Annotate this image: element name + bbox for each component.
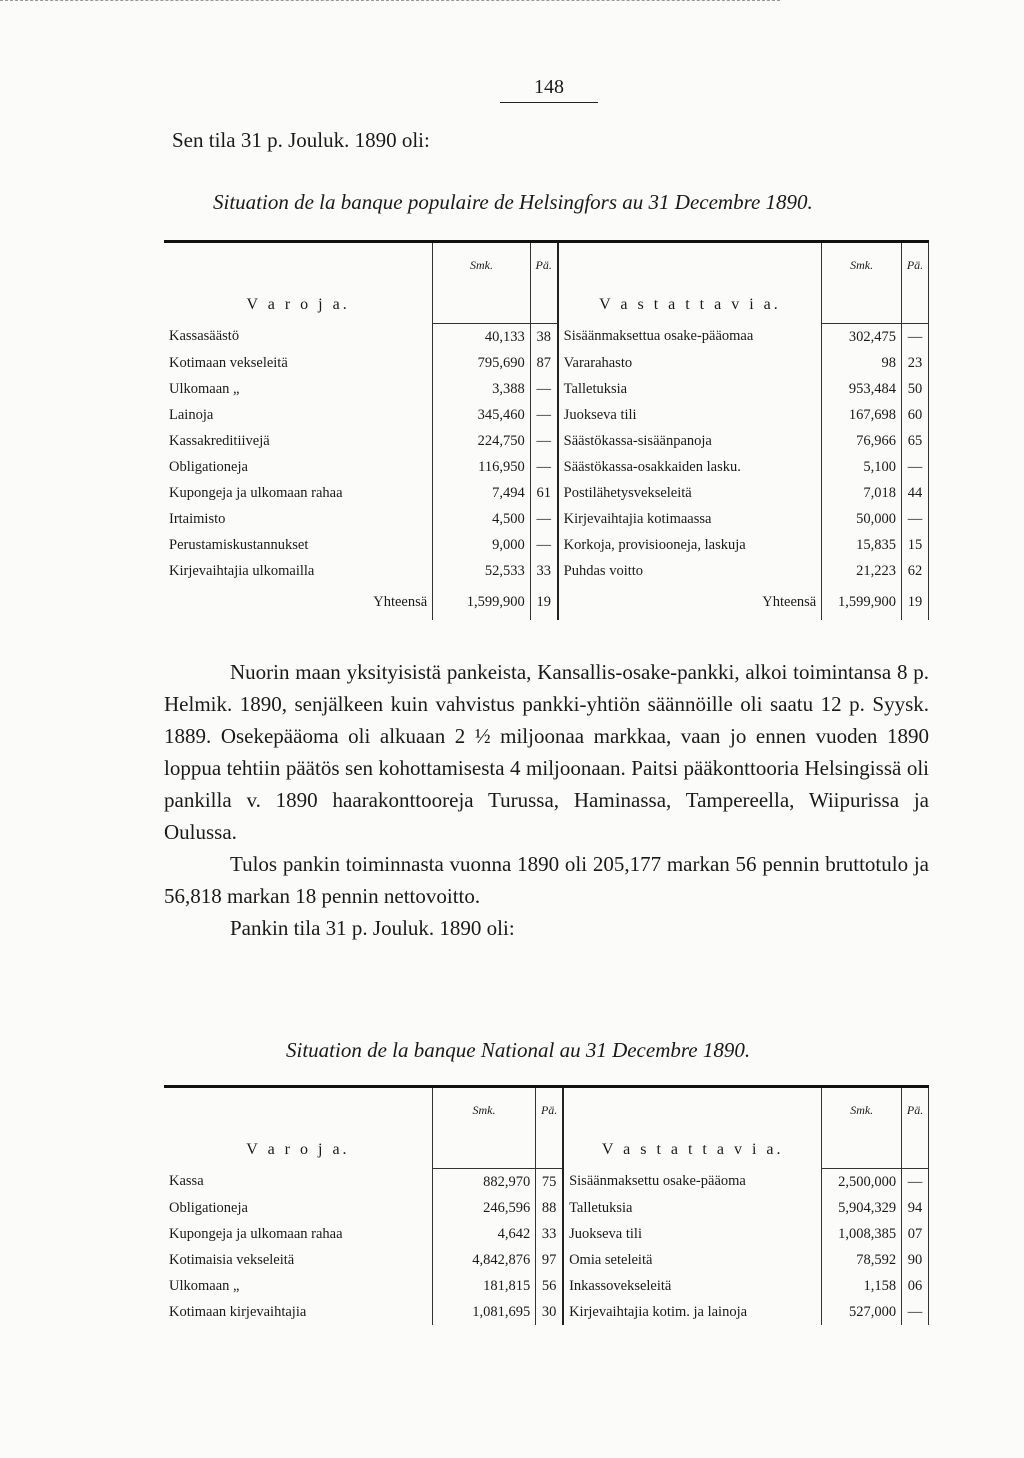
pennies-cell: 56 xyxy=(536,1273,563,1299)
row-label: Kirjevaihtajia kotim. ja lainoja xyxy=(563,1299,822,1325)
assets-header: V a r o j a. xyxy=(246,1141,350,1159)
pennies-cell: — xyxy=(902,454,929,480)
amount-cell: 21,223 xyxy=(822,558,902,584)
amount-cell: 246,596 xyxy=(432,1195,535,1221)
total-row xyxy=(164,584,929,620)
pennies-cell: 33 xyxy=(536,1221,563,1247)
row-label: Sisäänmaksettu osake-pääoma xyxy=(563,1169,822,1196)
paragraph: Nuorin maan yksityisistä pankeista, Kansallis-osake-pankki, alkoi toimintansa 8 p. Helmik. 1890, senjälkeen kuin vahvistus pankki-yhtiön säännöille oli saatu 12 p. Syysk. 1889. Osekepääoma oli alkuaan 2 ½ miljoonaa markkaa, vaan jo ennen vuoden 1890 loppua tehtiin päätös sen kohottamisesta 4 miljoonaan. Paitsi pääkonttooria Helsingissä oli pankilla v. 1890 haarakonttooreja Turussa, Haminassa, Tampereella, Wiipurissa ja Oulussa. xyxy=(164,660,929,844)
pennies-cell: 65 xyxy=(902,428,929,454)
amount-cell: 52,533 xyxy=(433,558,531,584)
row-label: Ulkomaan „ xyxy=(169,1277,240,1294)
amount-cell: 224,750 xyxy=(433,428,531,454)
section-header-row xyxy=(164,287,929,324)
row-label: Kassakreditiivejä xyxy=(169,432,270,449)
pennies-cell: 87 xyxy=(530,350,557,376)
row-label: Säästökassa-osakkaiden lasku. xyxy=(558,454,822,480)
pennies-cell: 23 xyxy=(902,350,929,376)
body-text xyxy=(164,656,929,944)
units-row xyxy=(164,1087,929,1133)
table-row xyxy=(164,1273,929,1299)
pennies-cell: — xyxy=(530,376,557,402)
row-label: Kotimaan kirjevaihtajia xyxy=(169,1303,307,1320)
pennies-cell: 62 xyxy=(902,558,929,584)
pennies-cell: — xyxy=(530,454,557,480)
unit-penni-label: Pä. xyxy=(530,242,557,288)
amount-cell: 3,388 xyxy=(433,376,531,402)
amount-cell: 4,500 xyxy=(433,506,531,532)
table-row xyxy=(164,350,929,376)
row-label: Kirjevaihtajia ulkomailla xyxy=(169,562,315,579)
amount-cell: 7,018 xyxy=(822,480,902,506)
pennies-cell: — xyxy=(902,506,929,532)
pennies-cell: 50 xyxy=(902,376,929,402)
unit-markka-label: Smk. xyxy=(822,242,902,288)
pennies-cell: 15 xyxy=(902,532,929,558)
total-label: Yhteensä xyxy=(558,584,822,620)
table-row xyxy=(164,1169,929,1196)
pennies-cell: — xyxy=(530,532,557,558)
pennies-cell: 88 xyxy=(536,1195,563,1221)
amount-cell: 953,484 xyxy=(822,376,902,402)
row-label: Perustamiskustannukset xyxy=(169,536,309,553)
table-row xyxy=(164,506,929,532)
amount-cell: 795,690 xyxy=(433,350,531,376)
pennies-cell: 75 xyxy=(536,1169,563,1196)
assets-header: V a r o j a. xyxy=(246,296,350,314)
amount-cell: 78,592 xyxy=(822,1247,902,1273)
section-header-row xyxy=(164,1132,929,1169)
intro-line: Sen tila 31 p. Jouluk. 1890 oli: xyxy=(172,128,430,152)
row-label: Lainoja xyxy=(169,406,214,423)
balance-table-national xyxy=(164,1085,929,1325)
amount-cell: 345,460 xyxy=(433,402,531,428)
row-label: Kotimaisia vekseleitä xyxy=(169,1251,295,1268)
amount-cell: 882,970 xyxy=(432,1169,535,1196)
table-row xyxy=(164,428,929,454)
table1-body xyxy=(164,242,929,621)
unit-penni-label: Pä. xyxy=(902,1087,929,1133)
amount-cell: 181,815 xyxy=(432,1273,535,1299)
row-label: Kupongeja ja ulkomaan rahaa xyxy=(169,484,343,501)
pennies-cell: 38 xyxy=(530,324,557,351)
pennies-cell: 07 xyxy=(902,1221,929,1247)
table-row xyxy=(164,1247,929,1273)
amount-cell: 5,100 xyxy=(822,454,902,480)
table-row xyxy=(164,558,929,584)
liabilities-header: V a s t a t t a v i a. xyxy=(563,1132,822,1169)
total-amount: 1,599,900 xyxy=(822,584,902,620)
row-label: Puhdas voitto xyxy=(558,558,822,584)
total-amount: 1,599,900 xyxy=(433,584,531,620)
row-label: Vararahasto xyxy=(558,350,822,376)
table2-caption: Situation de la banque National au 31 Decembre 1890. xyxy=(286,1038,751,1062)
units-row xyxy=(164,242,929,288)
row-label: Talletuksia xyxy=(558,376,822,402)
row-label: Säästökassa-sisäänpanoja xyxy=(558,428,822,454)
row-label: Juokseva tili xyxy=(563,1221,822,1247)
unit-penni-label: Pä. xyxy=(902,242,929,288)
pennies-cell: 90 xyxy=(902,1247,929,1273)
table2-body xyxy=(164,1087,929,1326)
paragraph: Tulos pankin toiminnasta vuonna 1890 oli 205,177 markan 56 pennin bruttotulo ja 56,818 markan 18 pennin nettovoitto. xyxy=(164,852,929,908)
paragraph: Pankin tila 31 p. Jouluk. 1890 oli: xyxy=(230,916,515,940)
pennies-cell: 33 xyxy=(530,558,557,584)
unit-penni-label: Pä. xyxy=(536,1087,563,1133)
unit-markka-label: Smk. xyxy=(432,1087,535,1133)
row-label: Obligationeja xyxy=(169,1199,248,1216)
row-label: Omia seteleitä xyxy=(563,1247,822,1273)
amount-cell: 167,698 xyxy=(822,402,902,428)
amount-cell: 4,842,876 xyxy=(432,1247,535,1273)
pennies-cell: — xyxy=(530,402,557,428)
pennies-cell: 61 xyxy=(530,480,557,506)
pennies-cell: — xyxy=(902,324,929,351)
row-label: Sisäänmaksettua osake-pääomaa xyxy=(558,324,822,351)
row-label: Juokseva tili xyxy=(558,402,822,428)
table-row xyxy=(164,376,929,402)
amount-cell: 5,904,329 xyxy=(822,1195,902,1221)
amount-cell: 1,158 xyxy=(822,1273,902,1299)
table1-caption: Situation de la banque populaire de Helsingfors au 31 Decembre 1890. xyxy=(213,190,813,214)
amount-cell: 527,000 xyxy=(822,1299,902,1325)
amount-cell: 40,133 xyxy=(433,324,531,351)
row-label: Kassa xyxy=(169,1173,204,1190)
table-row xyxy=(164,532,929,558)
unit-markka-label: Smk. xyxy=(822,1087,902,1133)
liabilities-header: V a s t a t t a v i a. xyxy=(558,287,822,324)
balance-table-helsingfors xyxy=(164,240,929,620)
amount-cell: 7,494 xyxy=(433,480,531,506)
table-row xyxy=(164,1195,929,1221)
row-label: Korkoja, provisiooneja, laskuja xyxy=(558,532,822,558)
table-row xyxy=(164,1299,929,1325)
pennies-cell: 44 xyxy=(902,480,929,506)
pennies-cell: 06 xyxy=(902,1273,929,1299)
page-number: 148 xyxy=(500,76,598,103)
amount-cell: 302,475 xyxy=(822,324,902,351)
row-label: Kassasäästö xyxy=(169,328,240,345)
row-label: Ulkomaan „ xyxy=(169,380,240,397)
pennies-cell: 60 xyxy=(902,402,929,428)
amount-cell: 4,642 xyxy=(432,1221,535,1247)
table-row xyxy=(164,1221,929,1247)
total-label: Yhteensä xyxy=(373,593,428,610)
row-label: Kirjevaihtajia kotimaassa xyxy=(558,506,822,532)
pennies-cell: — xyxy=(902,1169,929,1196)
amount-cell: 15,835 xyxy=(822,532,902,558)
amount-cell: 98 xyxy=(822,350,902,376)
amount-cell: 76,966 xyxy=(822,428,902,454)
total-pennies: 19 xyxy=(530,584,557,620)
pennies-cell: 94 xyxy=(902,1195,929,1221)
pennies-cell: — xyxy=(530,506,557,532)
table-row xyxy=(164,324,929,351)
table-row xyxy=(164,454,929,480)
row-label: Kupongeja ja ulkomaan rahaa xyxy=(169,1225,343,1242)
table-row xyxy=(164,402,929,428)
row-label: Irtaimisto xyxy=(169,510,226,527)
pennies-cell: 97 xyxy=(536,1247,563,1273)
pennies-cell: — xyxy=(902,1299,929,1325)
amount-cell: 116,950 xyxy=(433,454,531,480)
page-top-rule xyxy=(0,0,780,2)
amount-cell: 1,008,385 xyxy=(822,1221,902,1247)
row-label: Obligationeja xyxy=(169,458,248,475)
amount-cell: 50,000 xyxy=(822,506,902,532)
total-pennies: 19 xyxy=(902,584,929,620)
amount-cell: 2,500,000 xyxy=(822,1169,902,1196)
row-label: Kotimaan vekseleitä xyxy=(169,354,288,371)
pennies-cell: — xyxy=(530,428,557,454)
row-label: Talletuksia xyxy=(563,1195,822,1221)
unit-markka-label: Smk. xyxy=(433,242,531,288)
amount-cell: 1,081,695 xyxy=(432,1299,535,1325)
table-row xyxy=(164,480,929,506)
amount-cell: 9,000 xyxy=(433,532,531,558)
row-label: Postilähetysvekseleitä xyxy=(558,480,822,506)
pennies-cell: 30 xyxy=(536,1299,563,1325)
row-label: Inkassovekseleitä xyxy=(563,1273,822,1299)
